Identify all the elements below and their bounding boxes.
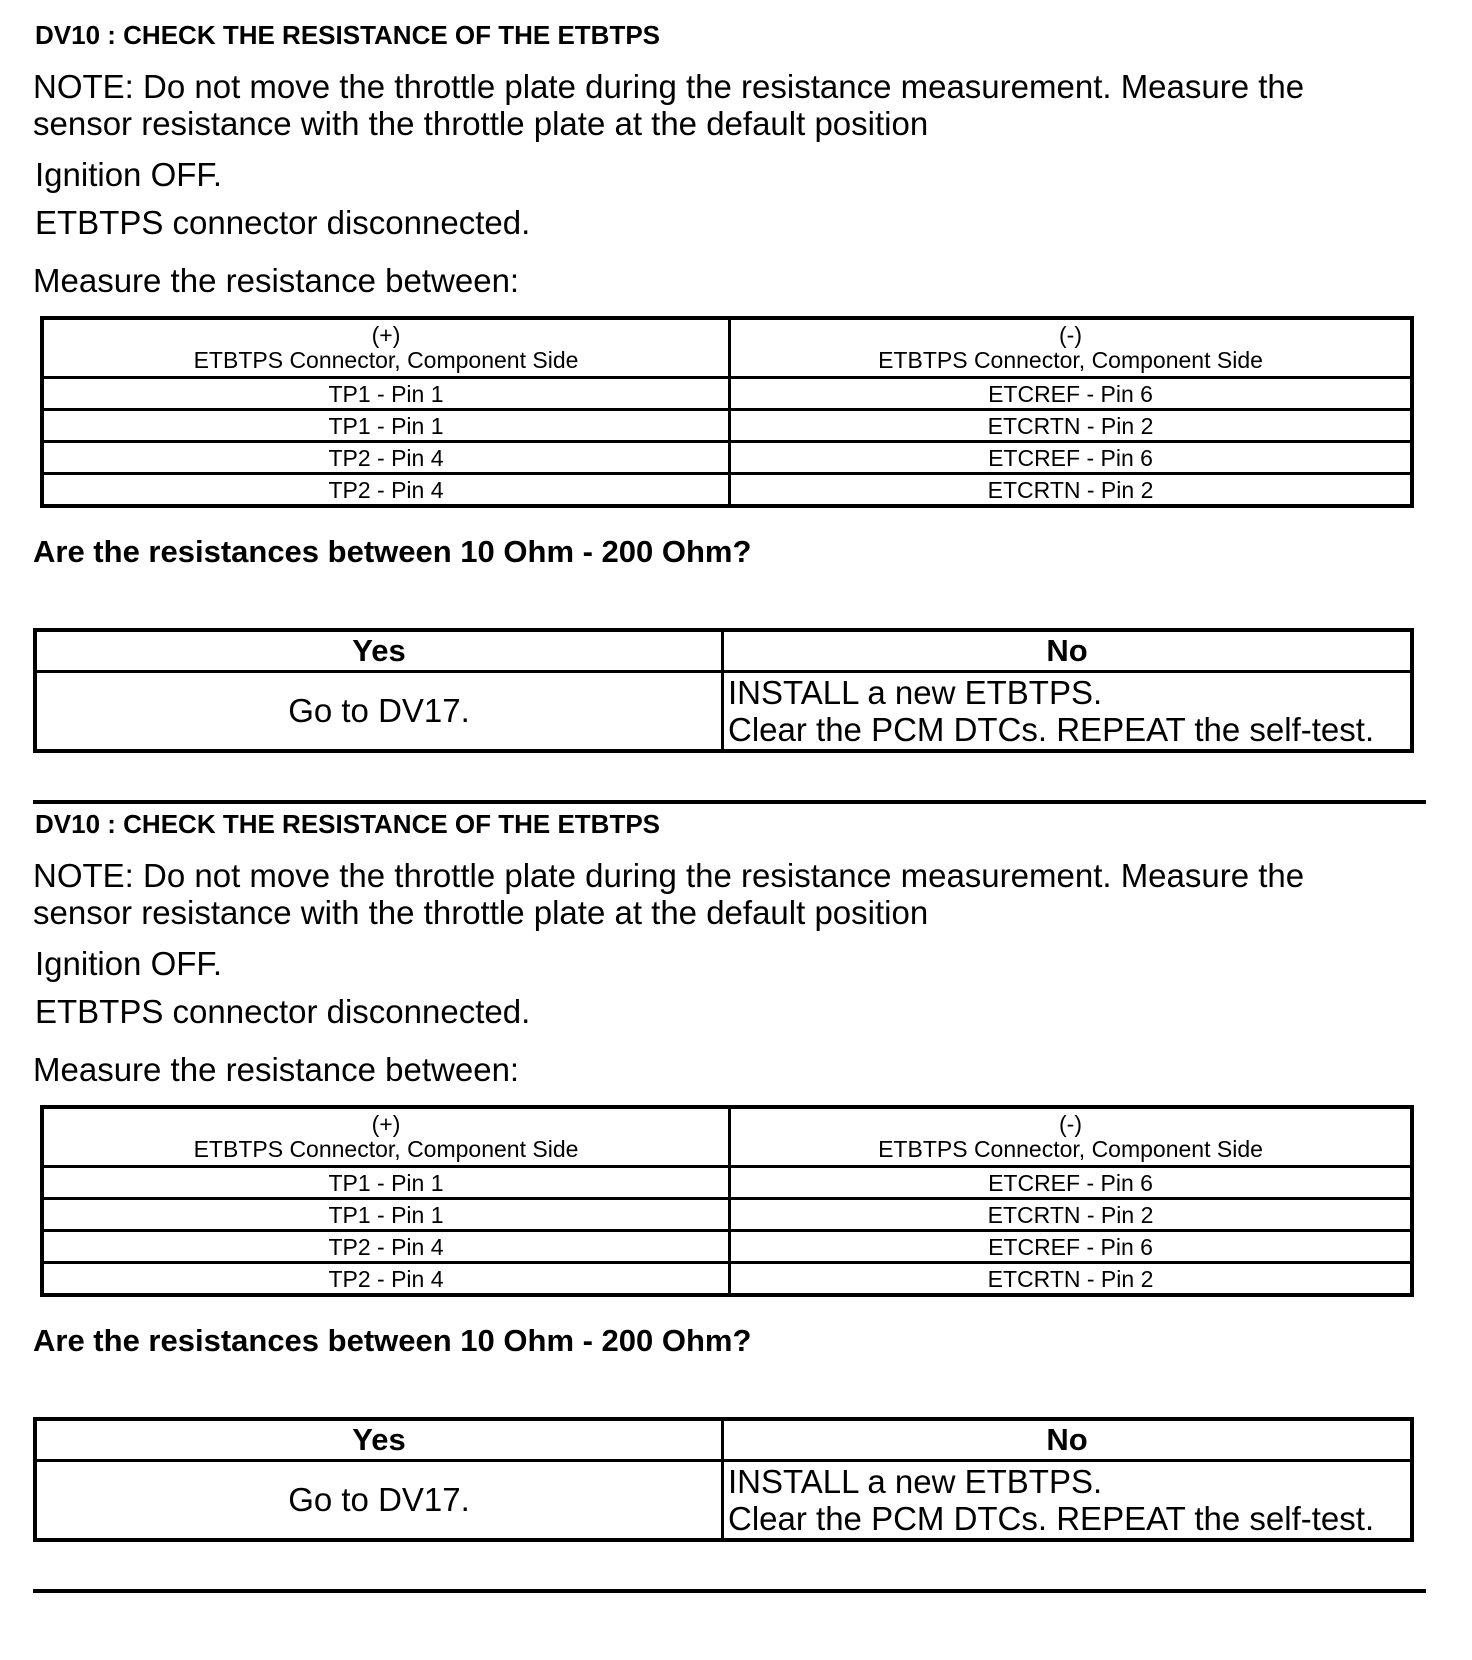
note-line-2: sensor resistance with the throttle plate at the default position	[33, 894, 929, 931]
negative-symbol: (-)	[1059, 322, 1082, 348]
table-row	[42, 1199, 1412, 1231]
yes-no-table	[33, 1417, 1414, 1542]
no-header: No	[723, 1419, 1413, 1461]
positive-label: ETBTPS Connector, Component Side	[193, 1136, 579, 1162]
positive-symbol: (+)	[371, 1111, 401, 1137]
yes-header: Yes	[35, 630, 723, 672]
measure-intro: Measure the resistance between:	[33, 262, 520, 299]
table-row	[42, 1263, 1412, 1296]
positive-pin-cell: TP2 - Pin 4	[42, 442, 730, 474]
step-title: DV10 : CHECK THE RESISTANCE OF THE ETBTPS	[35, 20, 661, 50]
negative-label: ETBTPS Connector, Component Side	[878, 1136, 1263, 1162]
ignition-instruction: Ignition OFF.	[35, 156, 223, 193]
positive-pin-cell: TP2 - Pin 4	[42, 1231, 730, 1263]
table-row	[42, 410, 1412, 442]
answer-header-row	[35, 630, 1412, 672]
step-title: DV10 : CHECK THE RESISTANCE OF THE ETBTPS	[35, 809, 661, 839]
negative-header	[730, 318, 1413, 378]
no-action-line-2: Clear the PCM DTCs. REPEAT the self-test.	[728, 711, 1375, 748]
table-row	[42, 378, 1412, 410]
negative-pin-cell: ETCRTN - Pin 2	[730, 474, 1413, 507]
no-action	[723, 672, 1413, 752]
table-row	[42, 1231, 1412, 1263]
yes-action[interactable]: Go to DV17.	[35, 672, 723, 752]
positive-pin-cell: TP2 - Pin 4	[42, 474, 730, 507]
connector-instruction: ETBTPS connector disconnected.	[35, 204, 531, 241]
table-header-row	[42, 318, 1412, 378]
positive-symbol: (+)	[371, 322, 401, 348]
yes-action[interactable]: Go to DV17.	[35, 1461, 723, 1541]
no-action-line-1: INSTALL a new ETBTPS.	[728, 674, 1103, 711]
no-action	[723, 1461, 1413, 1541]
measurement-table	[40, 316, 1414, 508]
no-header: No	[723, 630, 1413, 672]
negative-symbol: (-)	[1059, 1111, 1082, 1137]
positive-pin-cell: TP1 - Pin 1	[42, 378, 730, 410]
note-line-1: NOTE: Do not move the throttle plate during the resistance measurement. Measure the	[33, 857, 1305, 894]
resistance-question: Are the resistances between 10 Ohm - 200 Ohm?	[33, 534, 752, 569]
section-divider	[33, 1589, 1426, 1593]
negative-pin-cell: ETCREF - Pin 6	[730, 1167, 1413, 1199]
negative-pin-cell: ETCRTN - Pin 2	[730, 410, 1413, 442]
table-header-row	[42, 1107, 1412, 1167]
no-action-line-1: INSTALL a new ETBTPS.	[728, 1463, 1103, 1500]
negative-pin-cell: ETCREF - Pin 6	[730, 1231, 1413, 1263]
yes-header: Yes	[35, 1419, 723, 1461]
negative-pin-cell: ETCRTN - Pin 2	[730, 1263, 1413, 1296]
table-row	[42, 442, 1412, 474]
negative-pin-cell: ETCREF - Pin 6	[730, 442, 1413, 474]
positive-pin-cell: TP1 - Pin 1	[42, 410, 730, 442]
measurement-table	[40, 1105, 1414, 1297]
negative-pin-cell: ETCRTN - Pin 2	[730, 1199, 1413, 1231]
step-note	[33, 68, 1304, 142]
negative-header	[730, 1107, 1413, 1167]
ignition-instruction: Ignition OFF.	[35, 945, 223, 982]
positive-label: ETBTPS Connector, Component Side	[193, 347, 579, 373]
resistance-question: Are the resistances between 10 Ohm - 200 Ohm?	[33, 1323, 752, 1358]
answer-header-row	[35, 1419, 1412, 1461]
negative-pin-cell: ETCREF - Pin 6	[730, 378, 1413, 410]
yes-no-table	[33, 628, 1414, 753]
step-note	[33, 857, 1304, 931]
positive-pin-cell: TP2 - Pin 4	[42, 1263, 730, 1296]
no-action-line-2: Clear the PCM DTCs. REPEAT the self-test.	[728, 1500, 1375, 1537]
diagnostic-step-2	[0, 789, 1472, 1629]
answer-row	[35, 1461, 1412, 1541]
positive-pin-cell: TP1 - Pin 1	[42, 1199, 730, 1231]
note-line-1: NOTE: Do not move the throttle plate during the resistance measurement. Measure the	[33, 68, 1305, 105]
answer-row	[35, 672, 1412, 752]
note-line-2: sensor resistance with the throttle plate at the default position	[33, 105, 929, 142]
positive-pin-cell: TP1 - Pin 1	[42, 1167, 730, 1199]
table-row	[42, 1167, 1412, 1199]
positive-header	[42, 318, 730, 378]
table-row	[42, 474, 1412, 507]
negative-label: ETBTPS Connector, Component Side	[878, 347, 1263, 373]
connector-instruction: ETBTPS connector disconnected.	[35, 993, 531, 1030]
positive-header	[42, 1107, 730, 1167]
measure-intro: Measure the resistance between:	[33, 1051, 520, 1088]
